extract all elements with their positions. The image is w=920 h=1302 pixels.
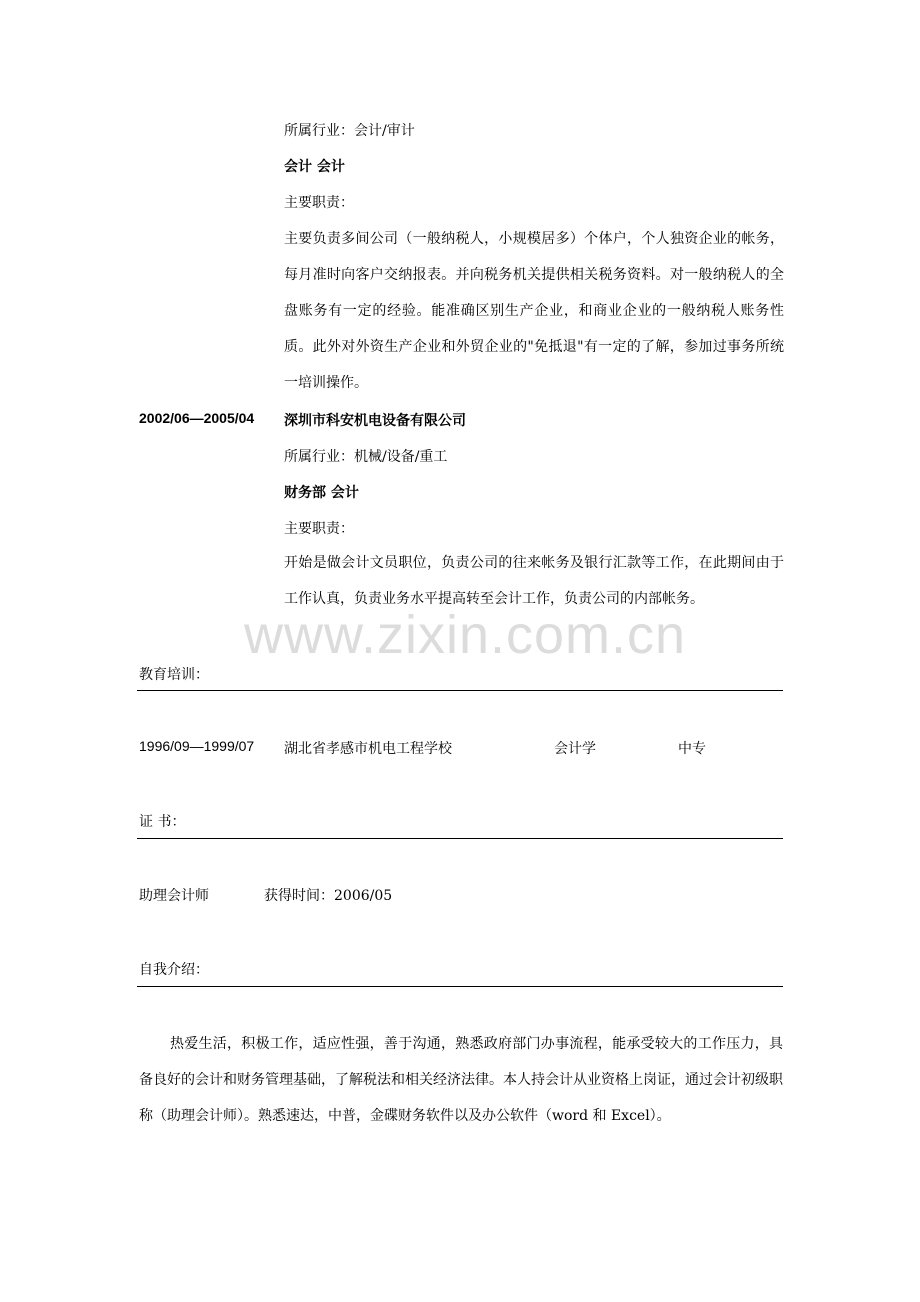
certificate-obtained: 获得时间：2006/05 xyxy=(264,888,393,904)
self-intro-heading: 自我介绍： xyxy=(139,962,209,978)
education-major: 会计学 xyxy=(554,741,596,757)
certificate-name: 助理会计师 xyxy=(139,888,209,904)
education-divider xyxy=(137,690,783,691)
job2-duties-label: 主要职责： xyxy=(284,521,354,537)
job1-duties-label: 主要职责： xyxy=(284,195,354,211)
education-degree: 中专 xyxy=(678,741,706,757)
self-intro-divider xyxy=(137,986,783,987)
job2-company: 深圳市科安机电设备有限公司 xyxy=(284,413,466,429)
certificates-heading: 证 书： xyxy=(139,814,186,830)
self-intro-text: 热爱生活，积极工作，适应性强，善于沟通，熟悉政府部门办事流程，能承受较大的工作压力，具备良好的会计和财务管理基础，了解税法和相关经济法律。本人持会计从业资格上岗证，通过会计初级职称（助理会计师）。熟悉速达，中普，金碟财务软件以及办公软件（word 和 Excel）。 xyxy=(139,1036,783,1124)
education-period: 1996/09—1999/07 xyxy=(139,738,255,754)
job1-industry: 所属行业：会计/审计 xyxy=(284,123,415,139)
education-heading: 教育培训： xyxy=(139,667,209,683)
job1-position: 会计 会计 xyxy=(284,159,345,175)
job1-duties-text: 主要负责多间公司（一般纳税人，小规模居多）个体户，个人独资企业的帐务，每月准时向客户交纳报表。并向税务机关提供相关税务资料。对一般纳税人的全盘账务有一定的经验。能准确区别生产企业，和商业企业的一般纳税人账务性质。此外对外资生产企业和外贸企业的"免抵退"有一定的了解，参加过事务所统一培训操作。 xyxy=(284,231,784,391)
job2-period: 2002/06—2005/04 xyxy=(139,410,255,426)
watermark: www.zixin.com.cn xyxy=(243,605,687,665)
certificates-divider xyxy=(137,838,783,839)
job2-duties-text: 开始是做会计文员职位，负责公司的往来帐务及银行汇款等工作，在此期间由于工作认真，负责业务水平提高转至会计工作，负责公司的内部帐务。 xyxy=(284,555,784,607)
education-school: 湖北省孝感市机电工程学校 xyxy=(284,741,452,757)
job2-position: 财务部 会计 xyxy=(284,485,359,501)
job2-industry: 所属行业：机械/设备/重工 xyxy=(284,449,448,465)
